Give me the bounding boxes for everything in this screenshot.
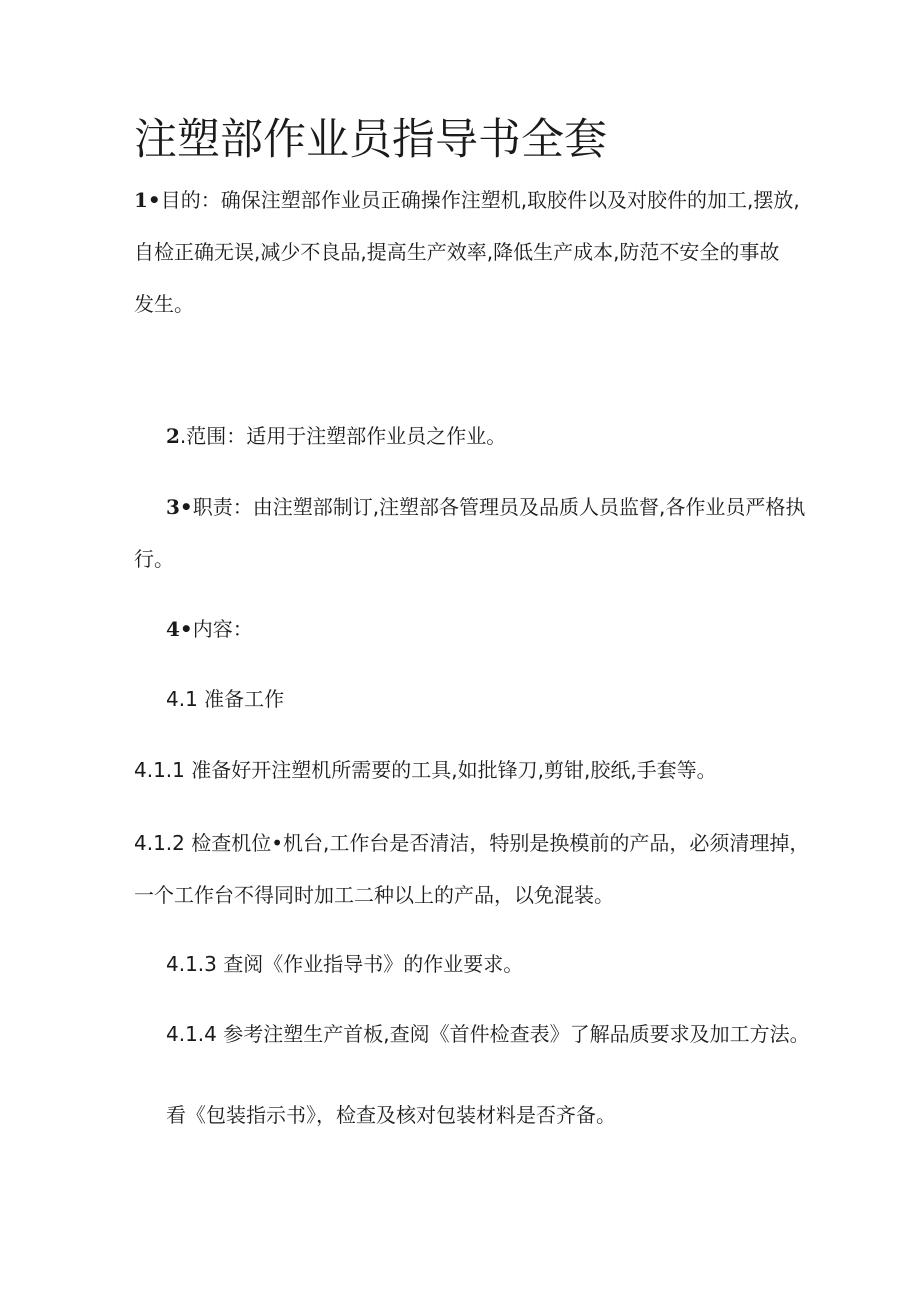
subsection-preparation: 4.1 准备工作 xyxy=(166,687,285,711)
section-purpose-line1: 1•目的：确保注塑部作业员正确操作注塑机,取胶件以及对胶件的加工,摆放, xyxy=(134,188,800,212)
item-4-1-3: 4.1.3 查阅《作业指导书》的作业要求。 xyxy=(166,952,524,976)
item-4-1-1: 4.1.1 准备好开注塑机所需要的工具,如批锋刀,剪钳,胶纸,手套等。 xyxy=(134,758,717,782)
section-content xyxy=(166,603,806,655)
section-responsibility xyxy=(134,481,806,585)
section-number: 3• xyxy=(166,495,193,519)
section-purpose-line2: 自检正确无误,减少不良品,提高生产效率,降低生产成本,防范不安全的事故 xyxy=(134,240,780,264)
section-responsibility-line2: 行。 xyxy=(134,547,174,571)
document-title: 注塑部作业员指导书全套 xyxy=(134,115,607,165)
section-scope xyxy=(166,410,806,462)
packing-check: 看《包装指示书》，检查及核对包装材料是否齐备。 xyxy=(166,1103,616,1127)
section-number: 2 xyxy=(166,424,180,448)
item-4-1-2-line2: 一个工作台不得同时加工二种以上的产品，以免混装。 xyxy=(134,883,614,907)
section-responsibility-line1: 职责：由注塑部制订,注塑部各管理员及品质人员监督,各作业员严格执 xyxy=(192,495,806,519)
section-purpose xyxy=(134,174,806,330)
section-content-label: 内容： xyxy=(192,617,253,641)
item-4-1-2-line1: 4.1.2 检查机位•机台,工作台是否清洁，特别是换模前的产品，必须清理掉， xyxy=(134,831,810,855)
section-purpose-line3: 发生。 xyxy=(134,292,194,316)
item-4-1-2 xyxy=(134,817,810,921)
section-scope-text: .范围：适用于注塑部作业员之作业。 xyxy=(179,424,507,448)
section-number: 4• xyxy=(166,617,193,641)
section-number: 1• xyxy=(134,188,161,212)
item-4-1-4: 4.1.4 参考注塑生产首板,查阅《首件检查表》了解品质要求及加工方法。 xyxy=(166,1022,810,1046)
